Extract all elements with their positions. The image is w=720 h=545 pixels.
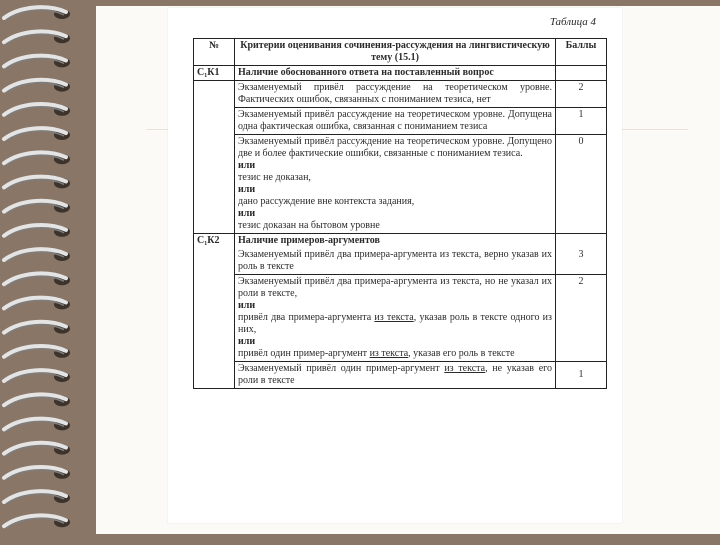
score-value: 1 (556, 362, 607, 389)
header-criteria: Критерии оценивания сочинения-рассуждения на лингвистическую тему (15.1) (235, 39, 556, 66)
header-score: Баллы (556, 39, 607, 66)
table-row (194, 81, 607, 108)
spiral-ring (4, 515, 70, 528)
paper-ruling-line (146, 129, 168, 130)
spiral-ring (4, 467, 70, 480)
criterion-description: Экзаменуемый привёл рассуждение на теоретическом уровне. Допущена одна фактическая ошибка, связанная с пониманием тезиса (235, 108, 556, 135)
table-row (194, 108, 607, 135)
header-number: № (194, 39, 235, 66)
criterion-description: Экзаменуемый привёл рассуждение на теоретическом уровне. Фактических ошибок, связанных с пониманием тезиса, нет (235, 81, 556, 108)
spiral-ring (4, 443, 70, 456)
criterion-text: привёл один пример-аргумент из текста, указав его роль в тексте (238, 348, 515, 359)
spiral-ring (4, 225, 70, 238)
or-label: или (238, 160, 256, 171)
table-row (194, 248, 607, 275)
or-label: или (238, 336, 256, 347)
score-value: 0 (556, 135, 607, 234)
criterion-text: тезис доказан на бытовом уровне (238, 220, 380, 231)
or-label: или (238, 184, 256, 195)
criterion-code: С₁К1 (194, 66, 235, 81)
spiral-ring (4, 249, 70, 262)
table-row (194, 275, 607, 362)
spiral-ring (4, 346, 70, 359)
spiral-ring (4, 128, 70, 141)
score-value: 2 (556, 275, 607, 362)
spiral-ring (4, 370, 70, 383)
spiral-ring (4, 394, 70, 407)
spiral-ring (4, 177, 70, 190)
criteria-table (193, 38, 607, 389)
table-row (194, 234, 607, 249)
spiral-ring (4, 322, 70, 335)
score-value: 3 (556, 248, 607, 275)
criterion-text: привёл два примера-аргумента из текста, указав роль в тексте одного из них, (238, 312, 552, 335)
spiral-ring (4, 104, 70, 117)
score-value: 1 (556, 108, 607, 135)
spiral-ring (4, 201, 70, 214)
criterion-title: Наличие обоснованного ответа на поставленный вопрос (235, 66, 556, 81)
spiral-ring (4, 491, 70, 504)
spiral-ring (4, 273, 70, 286)
spiral-ring (4, 152, 70, 165)
criterion-description (235, 275, 556, 362)
table-row (194, 362, 607, 389)
or-label: или (238, 300, 256, 311)
document-page (168, 8, 622, 523)
spiral-ring (4, 56, 70, 69)
spiral-rings-icon (0, 0, 96, 540)
criterion-text: Экзаменуемый привёл рассуждение на теоретическом уровне. Допущено две и более фактические ошибки, связанные с пониманием тезиса. (238, 136, 552, 159)
table-header-row (194, 39, 607, 66)
criterion-text: дано рассуждение вне контекста задания, (238, 196, 415, 207)
or-label: или (238, 208, 256, 219)
spiral-binding (0, 0, 96, 540)
spiral-ring (4, 419, 70, 432)
criterion-text: тезис не доказан, (238, 172, 311, 183)
criterion-title: Наличие примеров-аргументов (235, 234, 556, 249)
criterion-description (235, 135, 556, 234)
spiral-ring (4, 80, 70, 93)
criterion-description: Экзаменуемый привёл один пример-аргумент из текста, не указав его роли в тексте (235, 362, 556, 389)
score-value: 2 (556, 81, 607, 108)
criterion-text: Экзаменуемый привёл два примера-аргумента из текста, но не указал их роли в тексте, (238, 276, 552, 299)
spiral-ring (4, 31, 70, 44)
spiral-ring (4, 298, 70, 311)
table-caption: Таблица 4 (549, 16, 596, 28)
table-row (194, 66, 607, 81)
spiral-ring (4, 7, 70, 20)
criterion-code: С₁К2 (194, 234, 235, 249)
criterion-description: Экзаменуемый привёл два примера-аргумента из текста, верно указав их роль в тексте (235, 248, 556, 275)
table-row (194, 135, 607, 234)
